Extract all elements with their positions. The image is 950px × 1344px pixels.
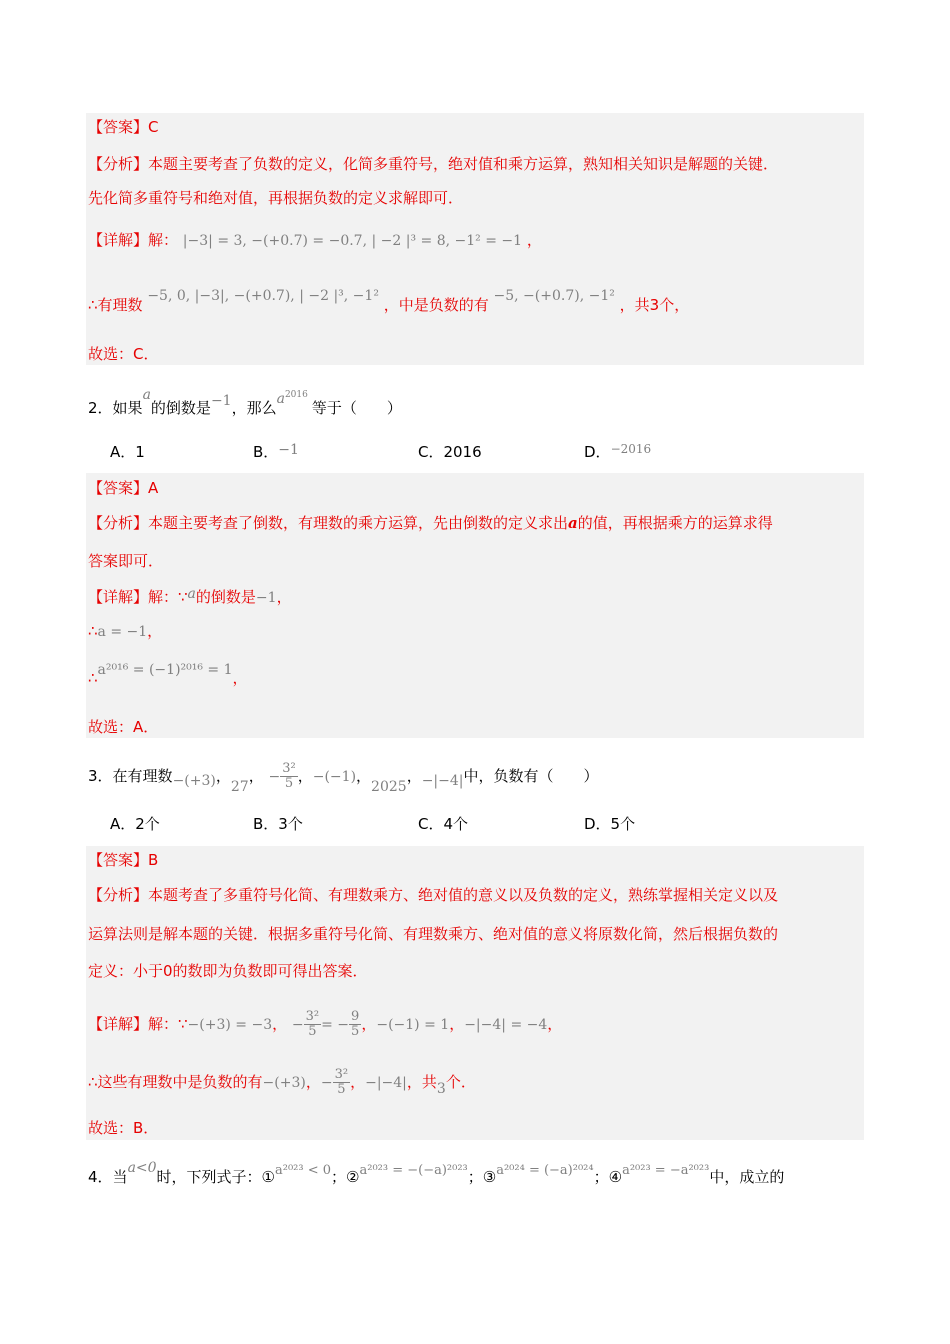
question-2	[88, 387, 402, 419]
text: ，中是负数的有	[383, 296, 489, 314]
math-expression: a = −1	[97, 624, 148, 640]
option-label: B．	[253, 443, 279, 461]
text: 个．	[445, 1073, 476, 1091]
math-expression: a²⁰²³ < 0	[275, 1163, 332, 1178]
option-c[interactable]: C．4个	[418, 815, 469, 833]
detail-line	[88, 621, 162, 642]
count-value: 3	[649, 296, 660, 314]
choice-line: 故选：B．	[88, 1119, 159, 1137]
punctuation: ，	[547, 1015, 563, 1033]
text: 等于（ ）	[311, 399, 402, 417]
analysis-text: 定义：小于0的数即为负数即可得出答案．	[88, 962, 368, 980]
analysis-text: 运算法则是解本题的关键．根据多重符号化简、有理数乘方、绝对值的意义将原数化简，然后根据负数的	[88, 925, 779, 943]
punctuation: ，	[297, 767, 313, 785]
math-expression: a²⁰²⁴ = (−a)²⁰²⁴	[496, 1163, 594, 1178]
math-sign: −	[320, 1075, 333, 1091]
punctuation: ，	[449, 1015, 465, 1033]
answer-label: 【答案】C	[88, 118, 159, 136]
option-c[interactable]: C．2016	[418, 443, 482, 461]
text: 在有理数	[112, 767, 173, 785]
math-expression: −1	[210, 393, 232, 409]
punctuation: ，	[147, 622, 163, 640]
text: ；④	[593, 1168, 623, 1186]
fraction	[280, 762, 297, 791]
analysis-text	[88, 513, 773, 533]
math-expression: a²⁰¹⁶ = (−1)²⁰¹⁶ = 1	[97, 662, 233, 678]
math-sign: −	[268, 769, 281, 785]
option-d[interactable]: D．5个	[584, 815, 636, 833]
option-b[interactable]	[253, 442, 299, 463]
text: 中，负数有（ ）	[463, 767, 599, 785]
detail-line	[88, 587, 292, 608]
text: 如果	[112, 399, 143, 417]
count-value: 3	[436, 1081, 446, 1097]
choice-line: 故选：A．	[88, 718, 159, 736]
punctuation: ，	[276, 588, 292, 606]
math-variable: a	[568, 514, 578, 532]
math-variable: a	[187, 586, 196, 602]
math-expression: −(−1) = 1	[376, 1017, 450, 1033]
option-b[interactable]: B．3个	[253, 815, 303, 833]
denominator: 5	[337, 1082, 346, 1097]
punctuation: ，	[526, 231, 542, 249]
math-expression: 2025	[371, 779, 407, 795]
denominator: 5	[308, 1024, 317, 1039]
text: ，共	[619, 296, 650, 314]
analysis-text: 【分析】本题考查了多重符号化简、有理数乘方、绝对值的意义以及负数的定义，熟练掌握相关定义以及	[88, 886, 779, 904]
math-variable: a	[276, 391, 285, 407]
question-number: 3．	[88, 767, 113, 785]
math-expression: a²⁰²³ = −a²⁰²³	[622, 1163, 710, 1178]
text: ∴这些有理数中是负数的有	[88, 1073, 263, 1091]
text: 【分析】本题主要考查了倒数，有理数的乘方运算，先由倒数的定义求出	[88, 514, 569, 532]
detail-line	[88, 1010, 562, 1039]
therefore-symbol: ∴	[88, 669, 98, 687]
math-expression: −|−4|	[365, 1075, 407, 1091]
fraction	[333, 1068, 350, 1097]
numerator: 3²	[305, 1009, 320, 1024]
math-expression: −(+3)	[262, 1075, 306, 1091]
text: 的倒数是	[150, 399, 211, 417]
math-sign: −	[291, 1017, 304, 1033]
analysis-text: 答案即可．	[88, 552, 164, 570]
math-expression: a<0	[127, 1160, 157, 1176]
math-expression: 27	[230, 779, 249, 795]
detail-label: 【详解】解：∵	[88, 1015, 188, 1033]
text: 的倒数是	[195, 588, 256, 606]
math-expression: −(−1)	[312, 769, 357, 785]
punctuation: ，	[305, 1073, 321, 1091]
answer-label: 【答案】B	[88, 851, 159, 869]
answer-label: 【答案】A	[88, 479, 159, 497]
denominator: 5	[284, 776, 294, 791]
math-expression: = −	[321, 1017, 350, 1033]
text: 个，	[659, 296, 690, 314]
math-expression: −|−4| = −4	[464, 1017, 548, 1033]
option-a[interactable]: A．1	[110, 443, 145, 461]
option-a[interactable]: A．2个	[110, 815, 160, 833]
math-expression: −1	[278, 442, 299, 458]
text: ；③	[467, 1168, 497, 1186]
math-exponent: 2016	[284, 390, 308, 400]
analysis-text: 【分析】本题主要考查了负数的定义，化简多重符号，绝对值和乘方运算，熟知相关知识是解题的关键．	[88, 155, 779, 173]
punctuation: ，	[406, 767, 422, 785]
option-label: D．	[584, 443, 611, 461]
text: 当	[112, 1168, 128, 1186]
analysis-text: 先化简多重符号和绝对值，再根据负数的定义求解即可．	[88, 189, 464, 207]
math-expression: −(+3)	[172, 773, 216, 789]
numerator: 3²	[282, 761, 296, 776]
question-number: 4．	[88, 1168, 113, 1186]
therefore-symbol: ∴	[88, 622, 98, 640]
text: 时，下列式子：①	[156, 1168, 275, 1186]
math-expression: a²⁰²³ = −(−a)²⁰²³	[359, 1163, 468, 1178]
math-expression: −(+3) = −3	[187, 1017, 273, 1033]
math-expression: |−3| = 3, −(+0.7) = −0.7, | −2 |³ = 8, −1² = −1	[182, 233, 523, 249]
punctuation: ，	[215, 767, 231, 785]
detail-line	[88, 230, 542, 251]
math-expression: −2016	[610, 442, 652, 456]
detail-line	[88, 662, 248, 689]
text: 中，成立的	[709, 1168, 785, 1186]
question-3	[88, 761, 599, 795]
math-variable: a	[142, 387, 151, 403]
numerator: 3²	[334, 1067, 349, 1082]
question-4	[88, 1160, 785, 1189]
punctuation: ，	[361, 1015, 377, 1033]
fraction	[349, 1010, 361, 1039]
text: ，共	[406, 1073, 437, 1091]
denominator: 5	[351, 1024, 360, 1039]
punctuation: ，	[272, 1015, 288, 1033]
numerator: 9	[351, 1009, 360, 1024]
punctuation: ，	[248, 767, 264, 785]
math-expression: −5, −(+0.7), −1²	[493, 288, 615, 304]
text: 的值，再根据乘方的运算求得	[577, 514, 773, 532]
therefore-line	[88, 1068, 476, 1097]
choice-line: 故选：C．	[88, 345, 159, 363]
detail-label: 【详解】解：	[88, 231, 179, 249]
text: ，那么	[231, 399, 277, 417]
math-expression: −5, 0, |−3|, −(+0.7), | −2 |³, −1²	[147, 288, 379, 304]
punctuation: ，	[350, 1073, 366, 1091]
question-number: 2．	[88, 399, 113, 417]
therefore-line	[88, 288, 690, 316]
text: ；②	[331, 1168, 360, 1186]
punctuation: ，	[356, 767, 372, 785]
detail-label: 【详解】解：∵	[88, 588, 188, 606]
math-expression: −|−4|	[421, 773, 464, 789]
fraction	[304, 1010, 321, 1039]
text: ∴有理数	[88, 296, 143, 314]
option-d[interactable]	[584, 442, 651, 463]
math-expression: −1	[255, 590, 277, 606]
punctuation: ，	[232, 669, 248, 687]
